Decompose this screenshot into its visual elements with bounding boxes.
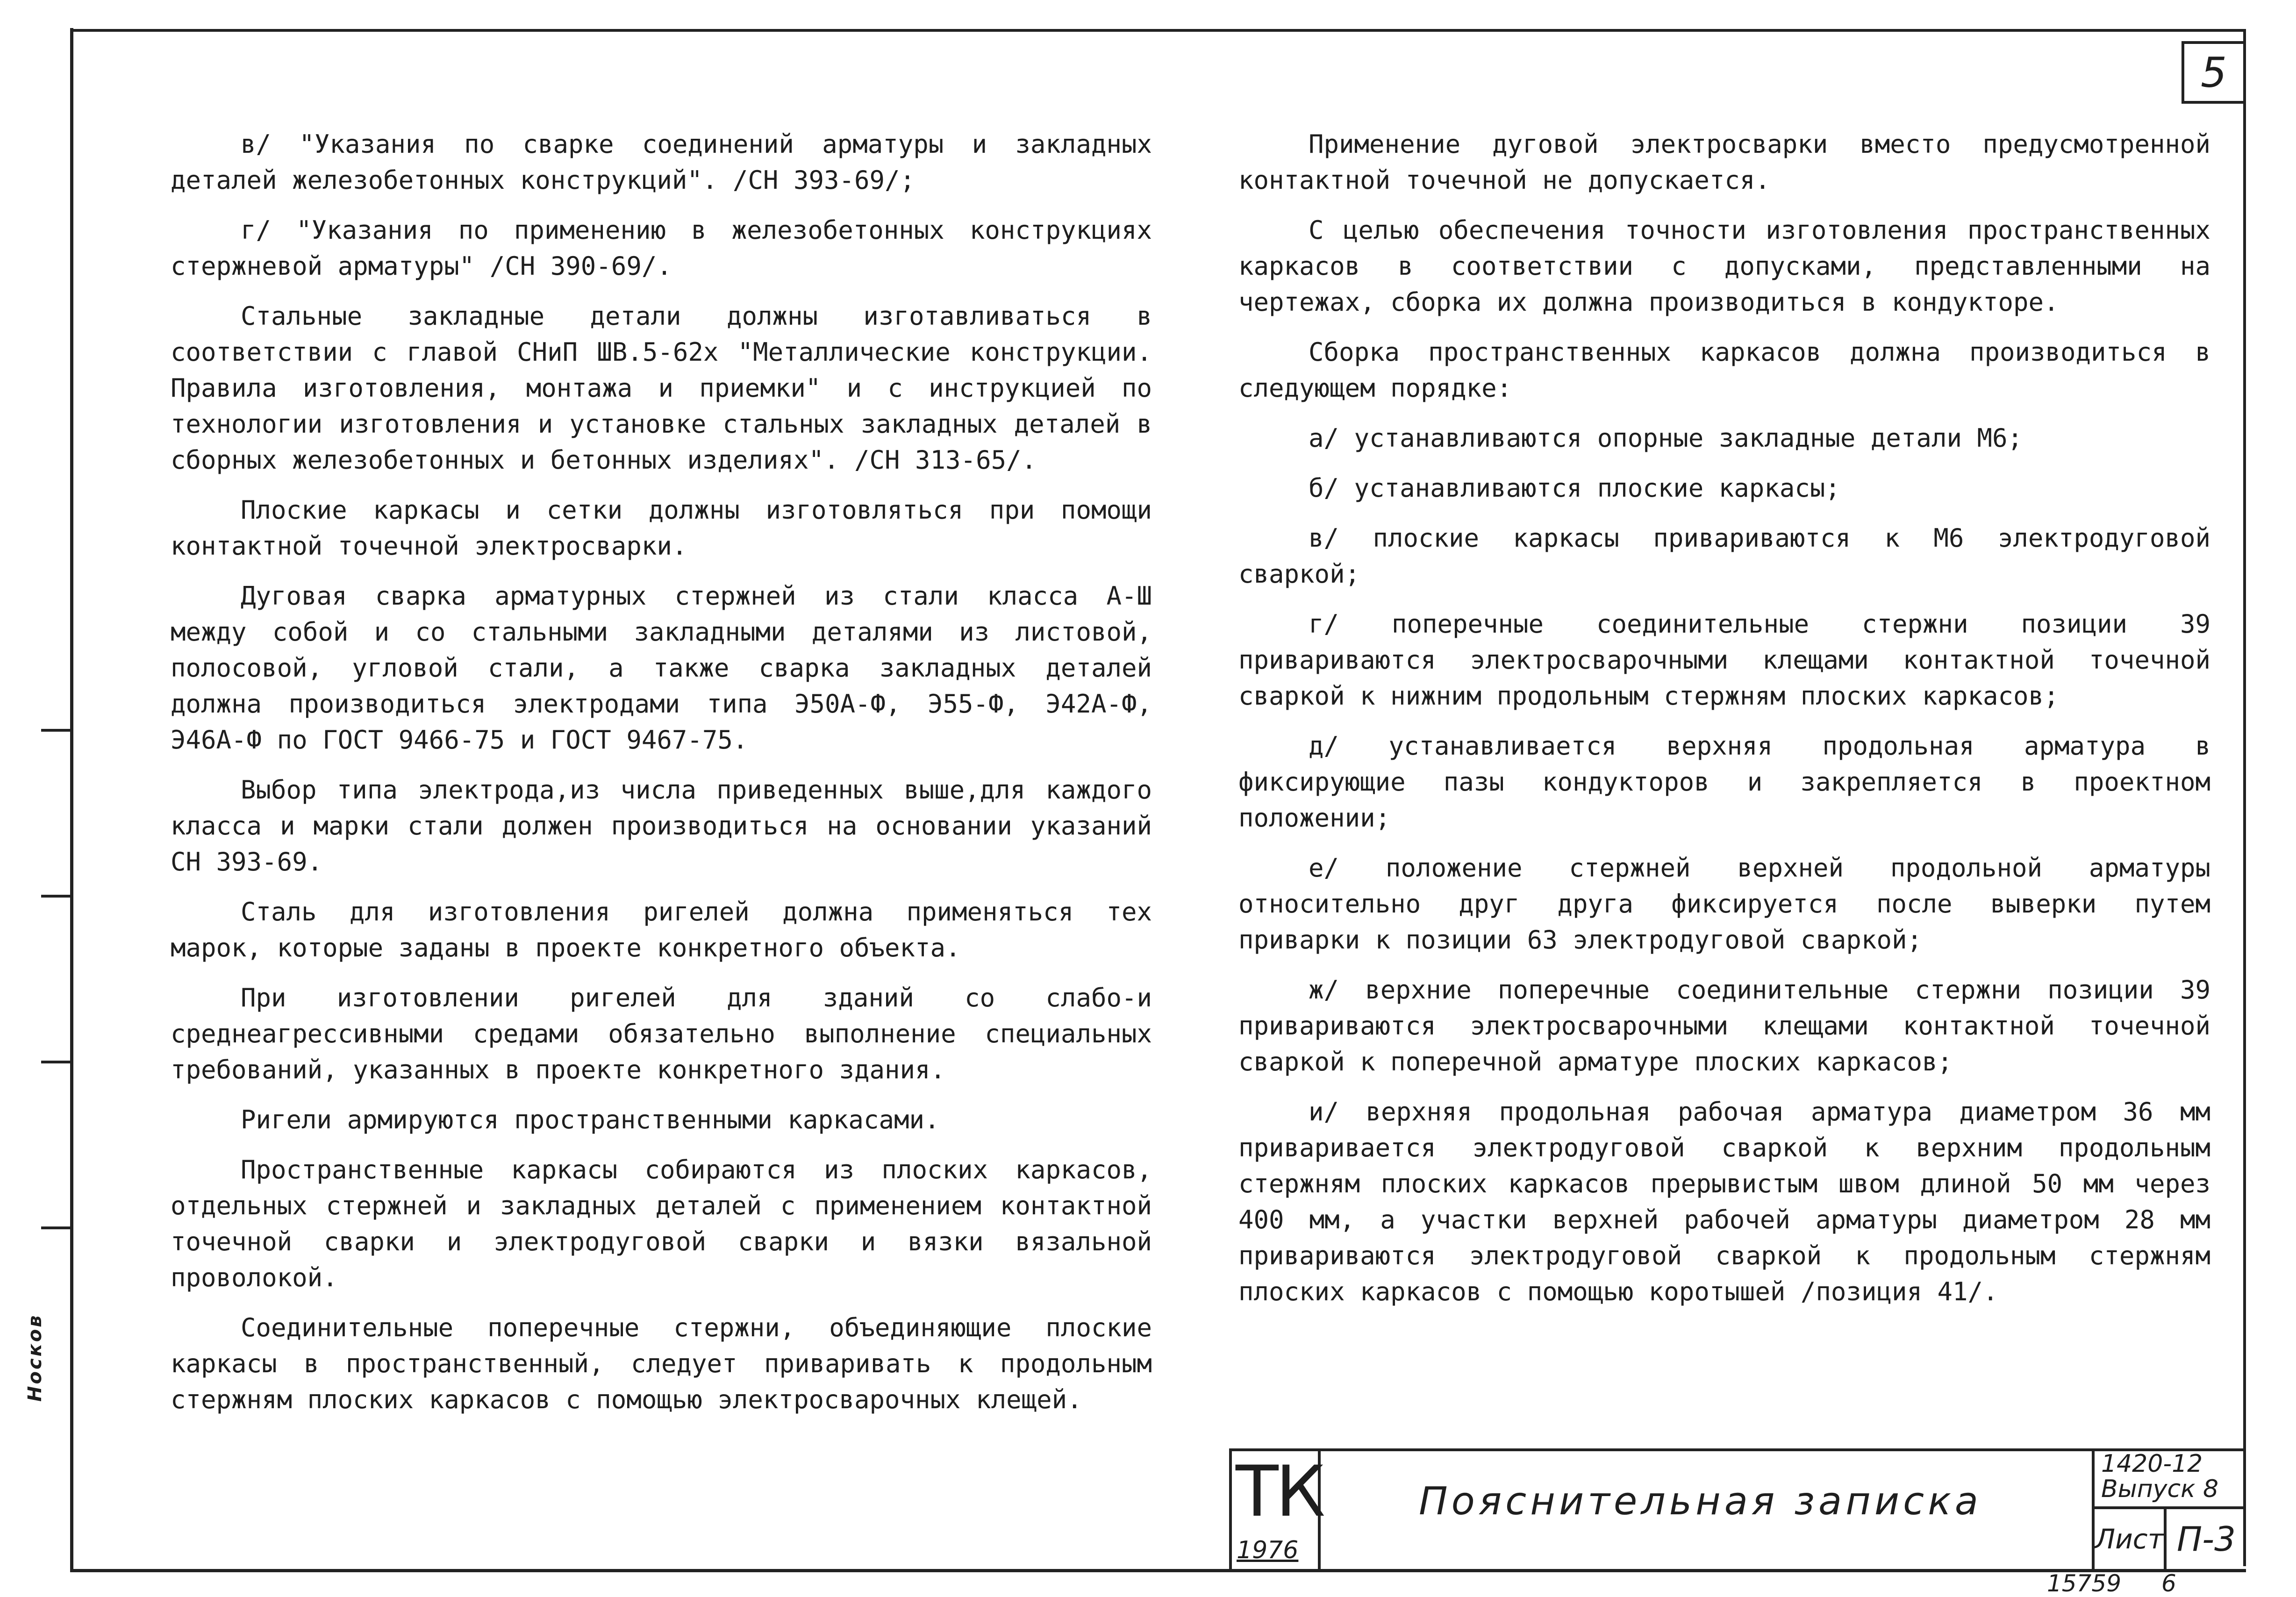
list-item: д/ устанавливается верхняя продольная арматура в фиксирующие пазы кондукторов и закрепляется в проектном положении; (1238, 731, 2210, 833)
paragraph: Сталь для изготовления ригелей должна применяться тех марок, которые заданы в проекте конкретного объекта. (171, 897, 1152, 962)
paragraph: Соединительные поперечные стержни, объединяющие плоские каркасы в пространственный, следует приваривать к продольным стержням плоских каркасов с помощью электросварочных клещей. (171, 1313, 1152, 1414)
code-line: 1420-12 (2101, 1450, 2203, 1478)
right-text-column (1238, 126, 2210, 1324)
left-text-column (171, 126, 1152, 1432)
title-block (1229, 1448, 2246, 1569)
issue-line: Выпуск 8 (2101, 1475, 2219, 1503)
list-item: г/ поперечные соединительные стержни позиции 39 привариваются электросварочными клещами контактной точечной сваркой к нижним продольным стержням плоских каркасов; (1238, 609, 2210, 711)
list-item: и/ верхняя продольная рабочая арматура диаметром 36 мм приваривается электродуговой сваркой к верхним продольным стержням плоских каркасов прерывистым швом длиной 50 мм через 400 мм, а участки верхней рабочей арматуры диаметром 28 мм привариваются электродуговой сваркой к продольным стержням плоских каркасов с помощью коротышей /позиция 41/. (1238, 1097, 2210, 1306)
frame-bottom-border (70, 1569, 2246, 1572)
paragraph: Стальные закладные детали должны изготавливаться в соответствии с главой СНиП ШВ.5-62х "Металлические конструкции. Правила изготовления, монтажа и приемки" и с инструкцией по технологии изготовления и установке стальных закладных деталей в сборных железобетонных и бетонных изделиях". /СН 313-65/. (171, 301, 1152, 475)
series-year: 1976 (1237, 1536, 1299, 1564)
paragraph: Сборка пространственных каркасов должна производиться в следующем порядке: (1238, 337, 2210, 403)
list-item: а/ устанавливаются опорные закладные детали М6; (1309, 423, 2023, 453)
margin-tick (41, 895, 70, 898)
paragraph: в/ "Указания по сварке соединений арматуры и закладных деталей железобетонных конструкций". /СН 393-69/; (171, 129, 1152, 195)
page-number: 5 (2182, 41, 2243, 104)
document-code (2092, 1451, 2246, 1509)
margin-tick (41, 1226, 70, 1229)
list-item: ж/ верхние поперечные соединительные стержни позиции 39 привариваются электросварочными клещами контактной точечной сваркой к поперечной арматуре плоских каркасов; (1238, 975, 2210, 1077)
frame-right-border (2243, 29, 2246, 1566)
sheet-number: П-3 (2177, 1519, 2236, 1559)
paragraph: Плоские каркасы и сетки должны изготовляться при помощи контактной точечной электросварки. (171, 495, 1152, 561)
list-item: б/ устанавливаются плоские каркасы; (1309, 473, 1840, 503)
margin-tick (41, 1061, 70, 1063)
frame-left-border (70, 28, 73, 1572)
frame-top-border (70, 29, 2243, 32)
archive-code: 15759 (2047, 1570, 2122, 1597)
margin-tick (41, 729, 70, 732)
document-title: Пояснительная записка (1419, 1479, 1982, 1524)
sheet-label: Лист (2092, 1509, 2167, 1569)
list-item: в/ плоские каркасы привариваются к М6 электродуговой сваркой; (1238, 523, 2210, 589)
paragraph: При изготовлении ригелей для зданий со слабо-и среднеагрессивными средами обязательно выполнение специальных требований, указанных в проекте конкретного здания. (171, 983, 1152, 1084)
paragraph: г/ "Указания по применению в железобетонных конструкциях стержневой арматуры" /СН 390-69/. (171, 215, 1152, 281)
paragraph: Применение дуговой электросварки вместо предусмотренной контактной точечной не допускается. (1238, 129, 2210, 195)
paragraph: Пространственные каркасы собираются из плоских каркасов, отдельных стержней и закладных деталей с применением контактной точечной сварки и электродуговой сварки и вязки вязальной проволокой. (171, 1155, 1152, 1292)
series-cell (1232, 1451, 1321, 1569)
paragraph: С целью обеспечения точности изготовления пространственных каркасов в соответствии с допусками, представленными на чертежах, сборка их должна производиться в кондукторе. (1238, 215, 2210, 317)
list-item: е/ положение стержней верхней продольной арматуры относительно друг друга фиксируется после выверки путем приварки к позиции 63 электродуговой сваркой; (1238, 853, 2210, 955)
paragraph: Дуговая сварка арматурных стержней из стали класса А-Ш между собой и со стальными закладными деталями из листовой, полосовой, угловой стали, а также сварка закладных деталей должна производиться электродами типа Э50А-Ф, Э55-Ф, Э42А-Ф, Э46А-Ф по ГОСТ 9466-75 и ГОСТ 9467-75. (171, 581, 1152, 755)
paragraph: Ригели армируются пространственными каркасами. (241, 1105, 940, 1134)
series-letters: ТК (1236, 1451, 1323, 1533)
archive-sheet-number: 6 (2161, 1570, 2176, 1597)
side-signature: Носков (24, 1313, 46, 1402)
paragraph: Выбор типа электрода,из числа приведенных выше,для каждого класса и марки стали должен производиться на основании указаний СН 393-69. (171, 775, 1152, 877)
